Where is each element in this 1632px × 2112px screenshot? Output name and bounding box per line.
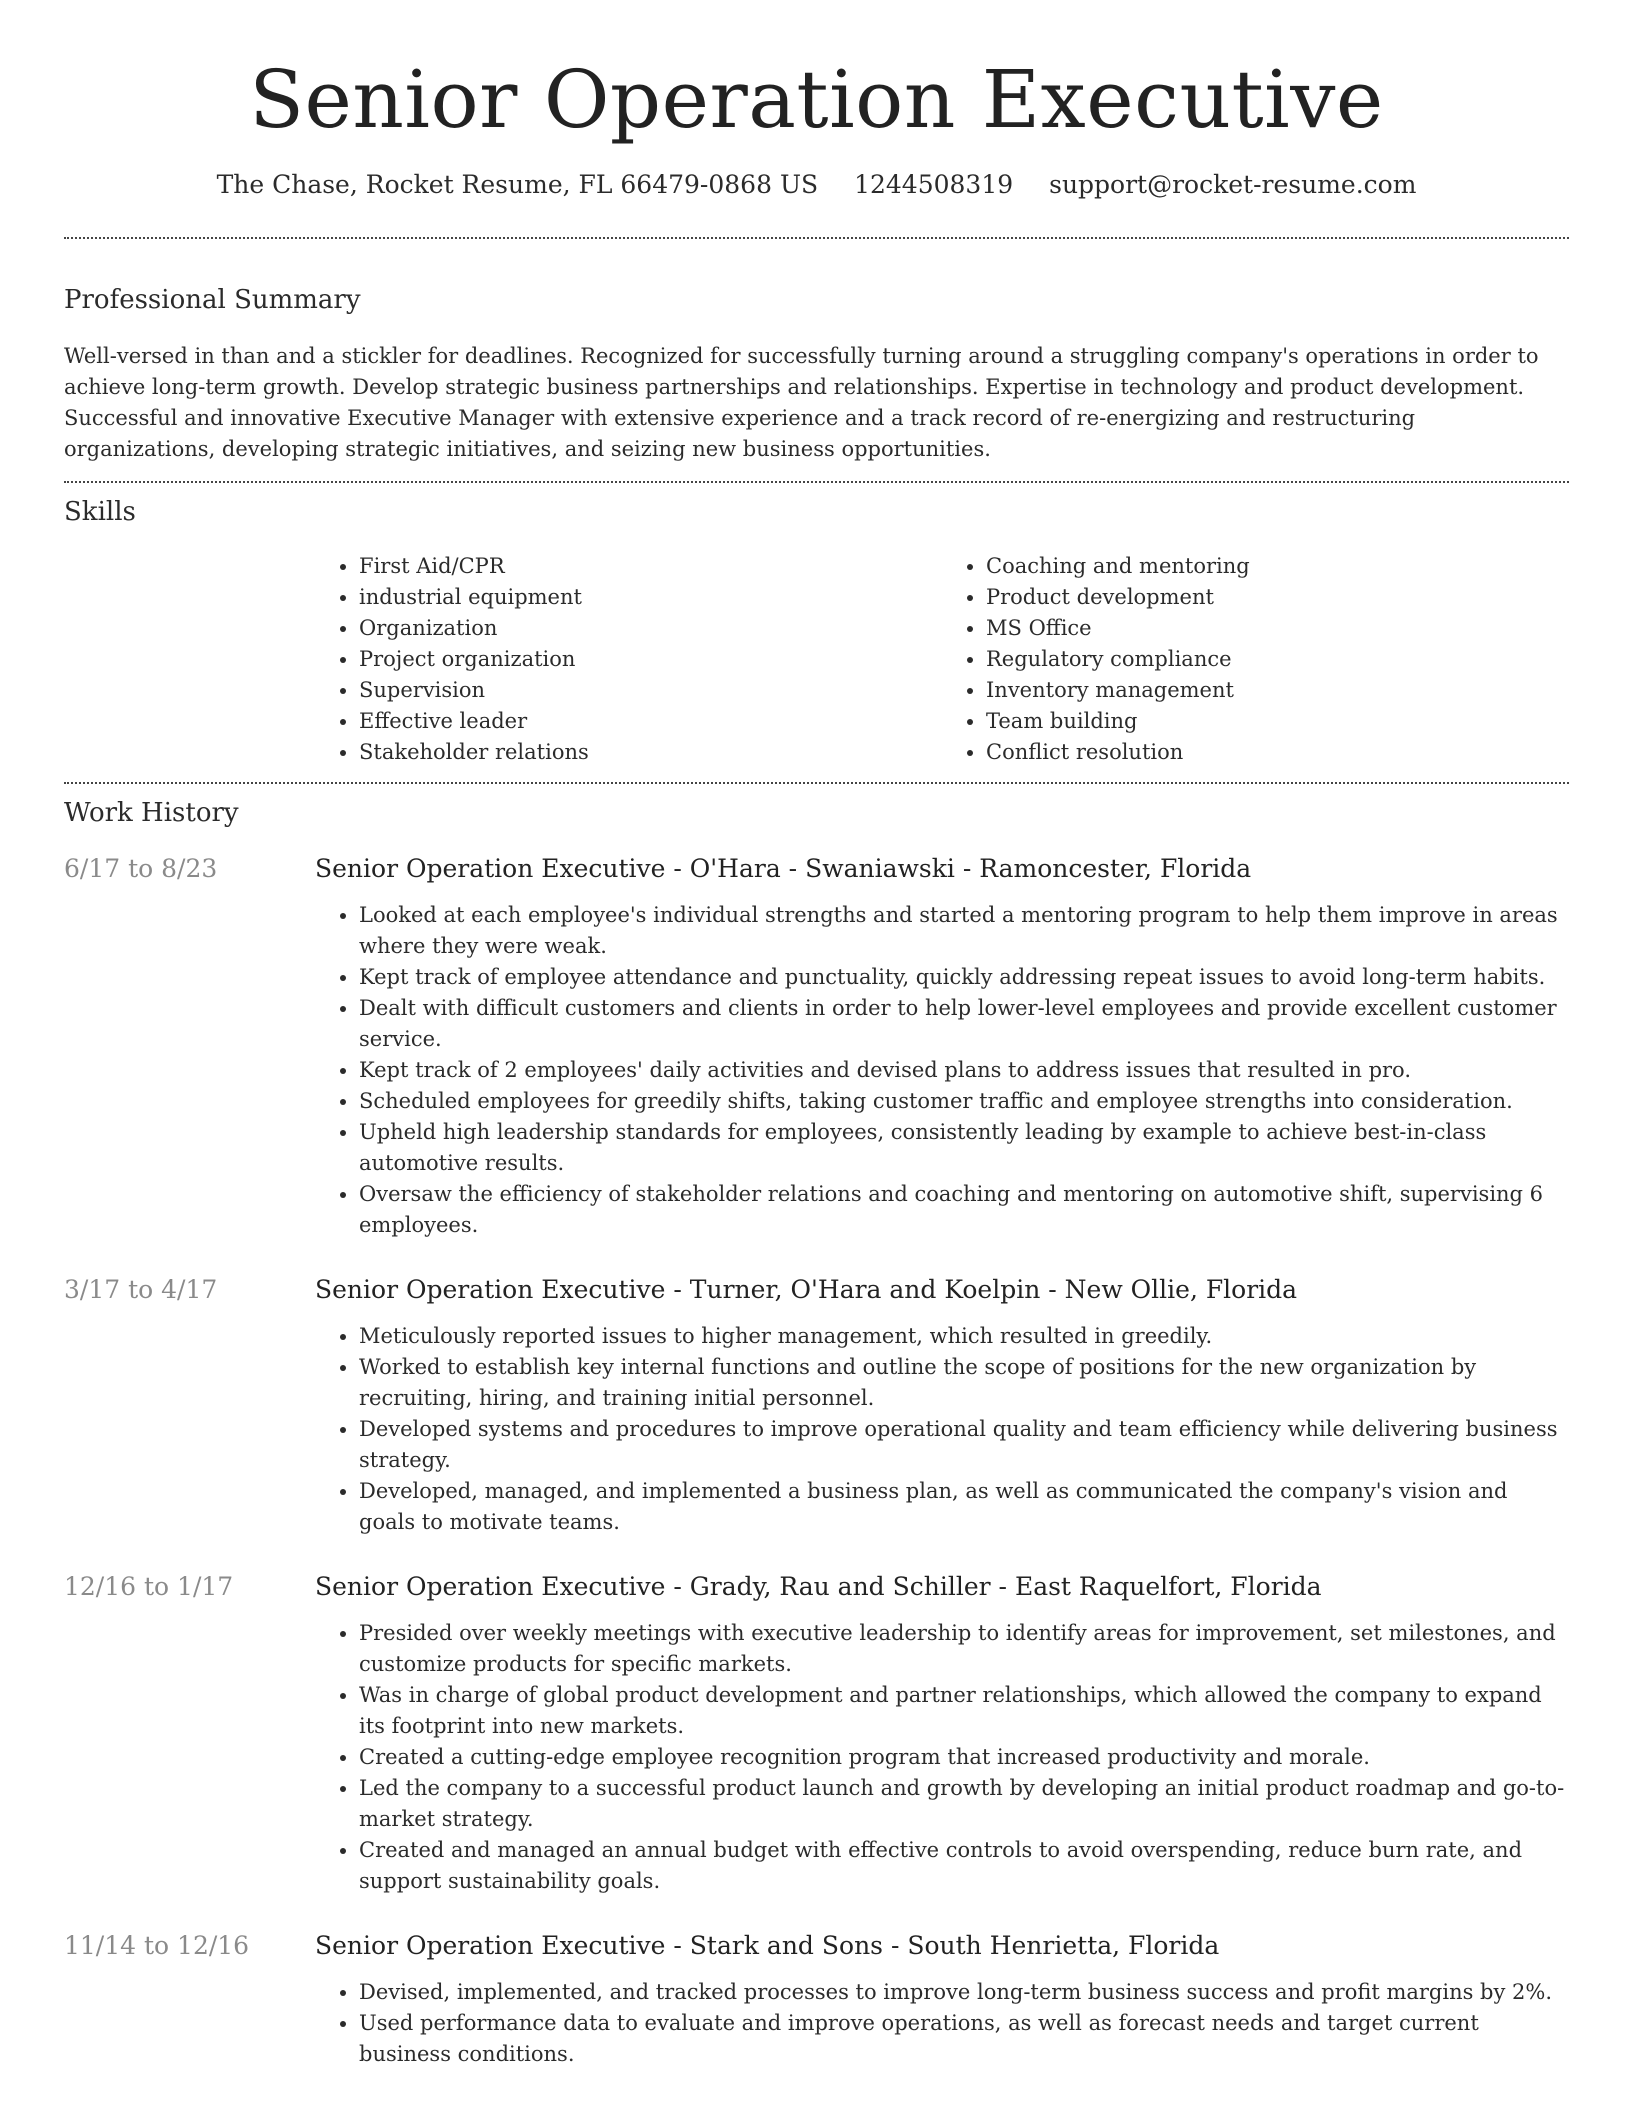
job-bullets <box>315 1977 1569 2070</box>
job-bullet: • Oversaw the efficiency of stakeholder relations and coaching and mentoring on automotive shift, supervising 6 employees. <box>359 1179 1569 1241</box>
job-bullet: • Upheld high leadership standards for employees, consistently leading by example to achieve best-in-class automotive results. <box>359 1117 1569 1179</box>
job-bullet: • Looked at each employee's individual strengths and started a mentoring program to help them improve in areas where they were weak. <box>359 900 1569 962</box>
skill-item: • industrial equipment <box>359 582 942 613</box>
job-bullet: • Presided over weekly meetings with executive leadership to identify areas for improvement, set milestones, and customize products for specific markets. <box>359 1618 1569 1680</box>
job-entry <box>64 1273 1569 1538</box>
job-body <box>315 1273 1569 1538</box>
skill-item: • Product development <box>986 582 1569 613</box>
job-bullet: • Led the company to a successful product launch and growth by developing an initial product roadmap and go-to-market strategy. <box>359 1773 1569 1835</box>
job-entry <box>64 852 1569 1241</box>
job-bullet: • Developed systems and procedures to improve operational quality and team efficiency while delivering business strategy. <box>359 1414 1569 1476</box>
skill-item: • Team building <box>986 706 1569 737</box>
job-bullet: • Kept track of 2 employees' daily activities and devised plans to address issues that resulted in pro. <box>359 1055 1569 1086</box>
job-title: Senior Operation Executive - Stark and Sons - South Henrietta, Florida <box>315 1931 1220 1960</box>
skill-item: • Supervision <box>359 675 942 706</box>
job-bullet: • Scheduled employees for greedily shifts, taking customer traffic and employee strengths into consideration. <box>359 1086 1569 1117</box>
work-history-heading: Work History <box>64 798 239 828</box>
contact-email: support@rocket-resume.com <box>1049 170 1417 199</box>
job-body <box>315 1929 1569 2070</box>
divider <box>64 237 1569 239</box>
skill-item: • Regulatory compliance <box>986 644 1569 675</box>
summary-section <box>64 283 1569 465</box>
job-entry <box>64 1929 1569 2070</box>
contact-phone: 1244508319 <box>854 170 1014 199</box>
job-bullet: • Meticulously reported issues to higher management, which resulted in greedily. <box>359 1321 1569 1352</box>
job-bullet: • Dealt with difficult customers and clients in order to help lower-level employees and provide excellent customer service. <box>359 993 1569 1055</box>
skills-heading: Skills <box>64 497 136 527</box>
job-bullet: • Was in charge of global product development and partner relationships, which allowed the company to expand its footprint into new markets. <box>359 1680 1569 1742</box>
summary-text: Well-versed in than and a stickler for deadlines. Recognized for successfully turning around a struggling company's operations in order to achieve long-term growth. Develop strategic business partnerships and relationships. Expertise in technology and product development. Successful and innovative Executive Manager with extensive experience and a track record of re-energizing and restructuring organizations, developing strategic initiatives, and seizing new business opportunities. <box>64 344 1539 461</box>
job-bullets <box>315 1321 1569 1538</box>
skill-item: • MS Office <box>986 613 1569 644</box>
skills-column-left <box>315 551 942 768</box>
job-dates: 3/17 to 4/17 <box>64 1275 218 1304</box>
job-bullet: • Created and managed an annual budget with effective controls to avoid overspending, reduce burn rate, and support sustainability goals. <box>359 1835 1569 1897</box>
job-title: Senior Operation Executive - O'Hara - Swaniawski - Ramoncester, Florida <box>315 854 1252 883</box>
job-bullets <box>315 900 1569 1241</box>
skills-grid <box>315 551 1569 768</box>
skill-item: • Coaching and mentoring <box>986 551 1569 582</box>
skill-item: • Organization <box>359 613 942 644</box>
skill-item: • Inventory management <box>986 675 1569 706</box>
skills-column-right <box>942 551 1569 768</box>
job-bullet: • Used performance data to evaluate and improve operations, as well as forecast needs and target current business conditions. <box>359 2008 1569 2070</box>
skill-item: • Effective leader <box>359 706 942 737</box>
job-title: Senior Operation Executive - Grady, Rau and Schiller - East Raquelfort, Florida <box>315 1572 1322 1601</box>
skills-section <box>64 495 1569 768</box>
job-body <box>315 1570 1569 1897</box>
job-bullet: • Developed, managed, and implemented a business plan, as well as communicated the company's vision and goals to motivate teams. <box>359 1476 1569 1538</box>
contact-address: The Chase, Rocket Resume, FL 66479-0868 US <box>216 170 819 199</box>
skill-item: • Project organization <box>359 644 942 675</box>
job-bullets <box>315 1618 1569 1897</box>
job-dates: 12/16 to 1/17 <box>64 1572 234 1601</box>
job-body <box>315 852 1569 1241</box>
divider <box>64 782 1569 784</box>
resume-page <box>64 0 1569 2070</box>
job-bullet: • Worked to establish key internal functions and outline the scope of positions for the new organization by recruiting, hiring, and training initial personnel. <box>359 1352 1569 1414</box>
resume-name: Senior Operation Executive <box>249 53 1384 146</box>
contact-line <box>64 168 1569 202</box>
summary-heading: Professional Summary <box>64 285 361 315</box>
work-history-section <box>64 796 1569 2070</box>
job-bullet: • Devised, implemented, and tracked processes to improve long-term business success and profit margins by 2%. <box>359 1977 1569 2008</box>
job-entry <box>64 1570 1569 1897</box>
skill-item: • Conflict resolution <box>986 737 1569 768</box>
skill-item: • First Aid/CPR <box>359 551 942 582</box>
job-bullet: • Kept track of employee attendance and punctuality, quickly addressing repeat issues to avoid long-term habits. <box>359 962 1569 993</box>
job-dates: 11/14 to 12/16 <box>64 1931 250 1960</box>
job-dates: 6/17 to 8/23 <box>64 854 218 883</box>
divider <box>64 481 1569 483</box>
job-title: Senior Operation Executive - Turner, O'Hara and Koelpin - New Ollie, Florida <box>315 1275 1298 1304</box>
skill-item: • Stakeholder relations <box>359 737 942 768</box>
job-bullet: • Created a cutting-edge employee recognition program that increased productivity and morale. <box>359 1742 1569 1773</box>
